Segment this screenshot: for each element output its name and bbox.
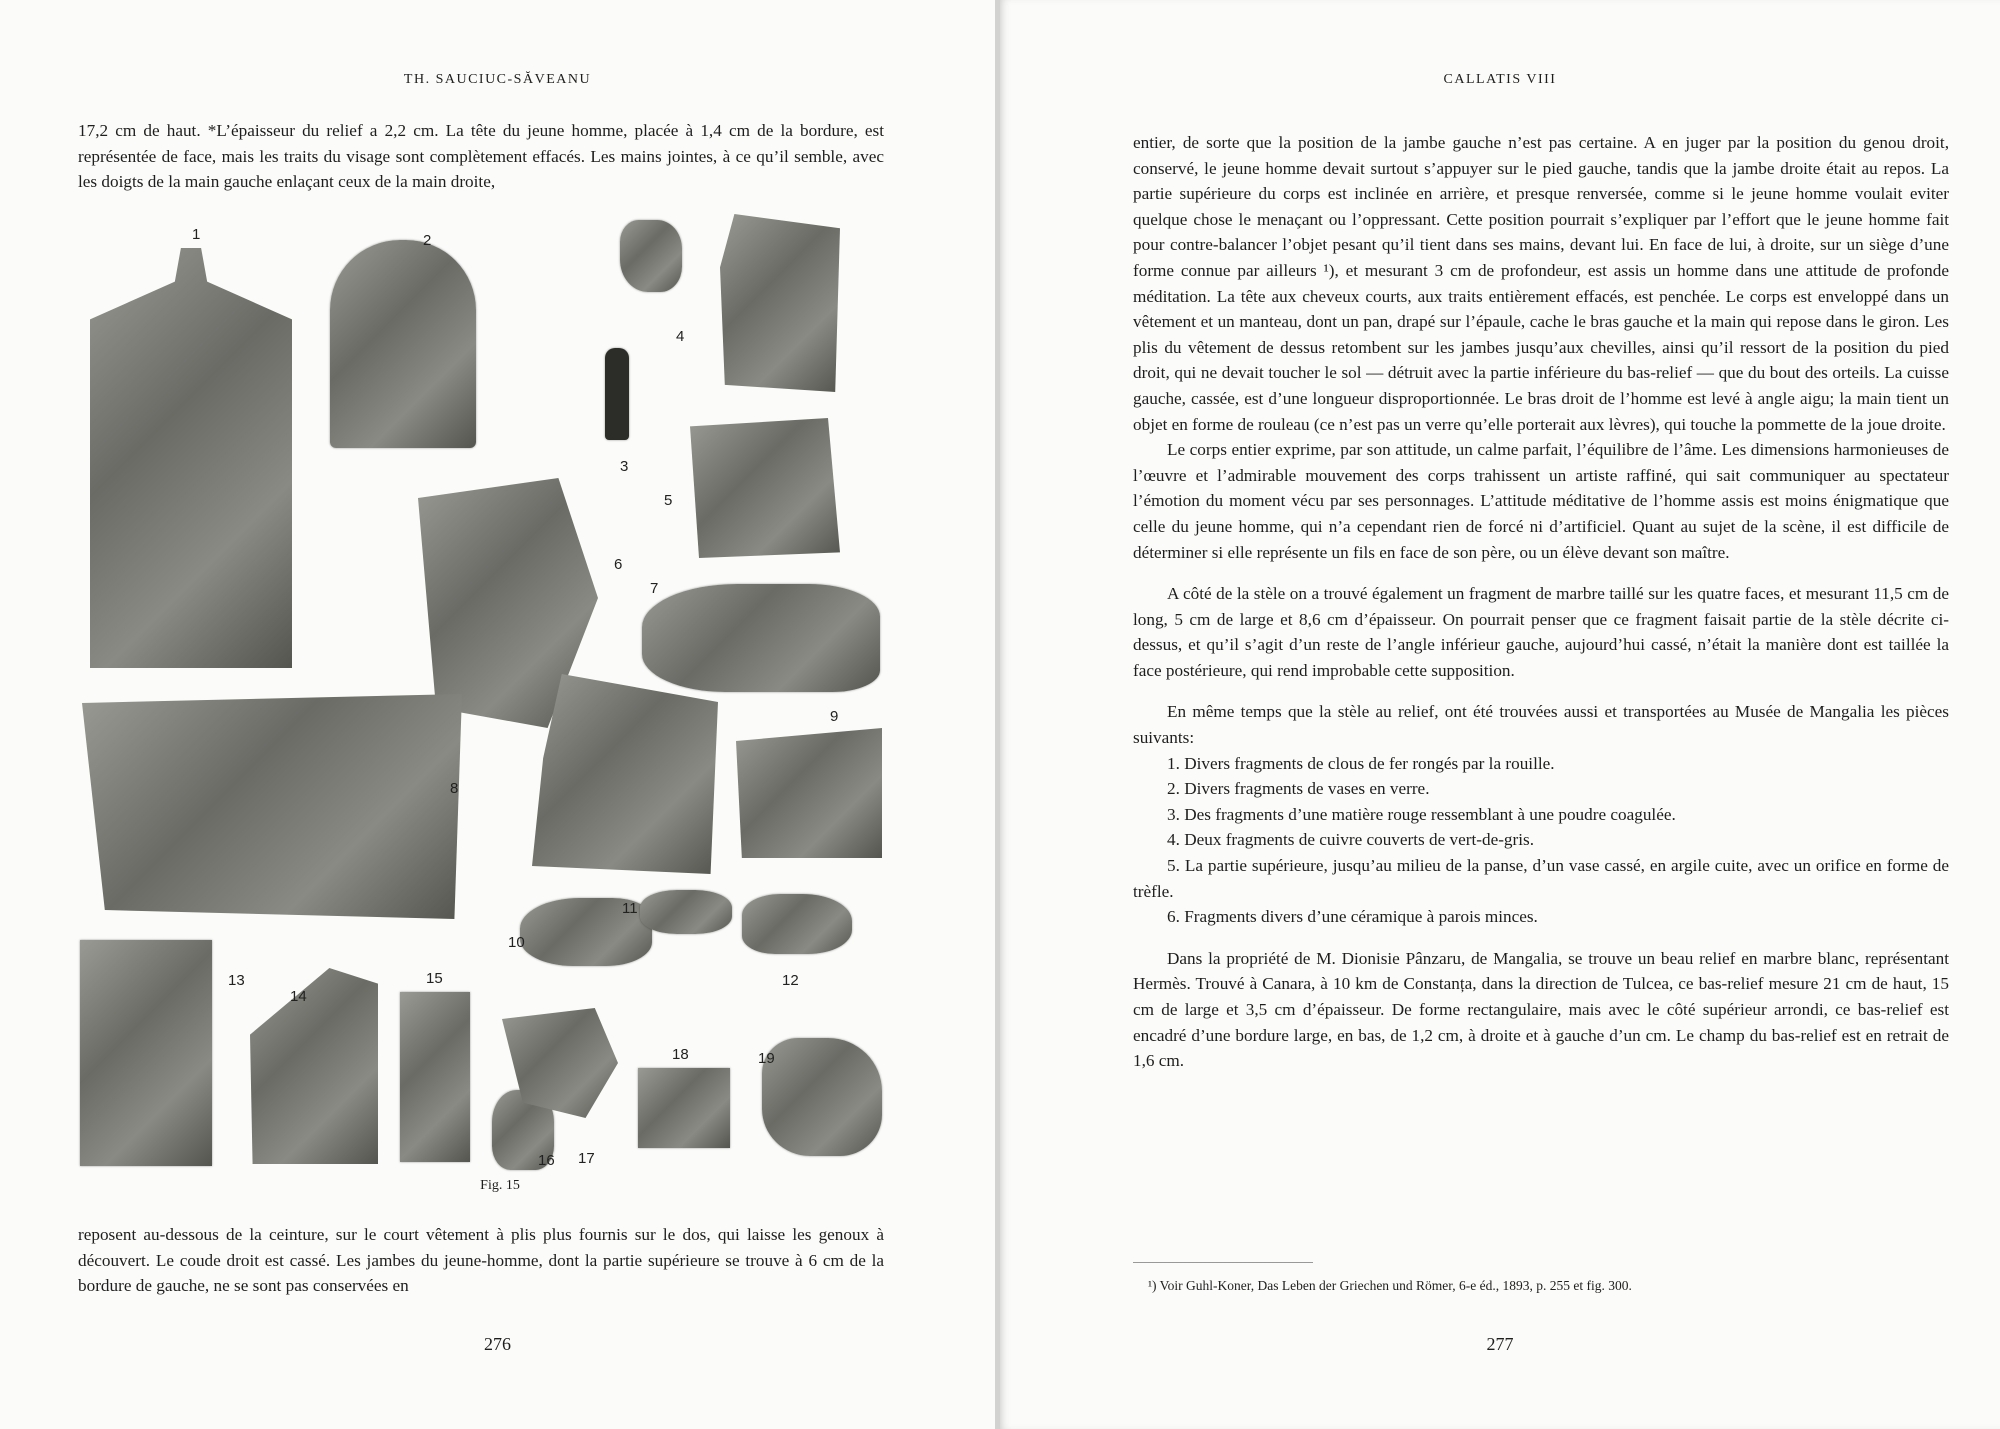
figure-label-9: 9	[830, 708, 839, 725]
list-item: 4. Deux fragments de cuivre couverts de vert-de-gris.	[1167, 830, 1535, 850]
paragraph-last: Dans la propriété de M. Dionisie Pânzaru, de Mangalia, se trouve un beau relief en marbre blanc, représentant Hermès. Trouvé à Canara, à 10 km de Constanța, dans la direction de Tulcea, ce bas-relief mesure 21 cm de haut, 15 cm de large et 3,5 cm d’épaisseur. De forme rectangulaire, mais avec le côté supérieur arrondi, ce bas-relief est encadré d’une bordure large, en bas, de 1,2 cm, à droite et à gauche d’un cm. Le champ du bas-relief est en retrait de 1,6 cm.	[1133, 948, 1949, 1071]
figure-label-3: 3	[620, 458, 629, 475]
fragment-9	[736, 728, 882, 858]
footnote: ¹) Voir Guhl-Koner, Das Leben der Griechen und Römer, 6-e éd., 1893, p. 255 et fig. 300.	[1148, 1278, 1632, 1293]
list-item: 1. Divers fragments de clous de fer rongés par la rouille.	[1167, 753, 1555, 773]
left-page	[0, 0, 995, 1429]
figure-label-1: 1	[192, 226, 201, 243]
figure-label-15: 15	[426, 970, 443, 987]
paragraph-continuation: entier, de sorte que la position de la jambe gauche n’est pas certaine. A en juger par la position du genou droit, conservé, le jeune homme devait surtout s’appuyer sur le pied gauche, tandis que la jambe droite était au repos. La partie supérieure du corps est inclinée en arrière, et presque renversée, comme si le jeune homme voulait eviter quelque chose le menaçant ou l’oppressant. Cette position pourrait s’expliquer par l’effort que le jeune homme fait pour contre-balancer l’objet pesant qu’il tient dans ses mains, devant lui. En face de lui, à droite, sur un siège d’une forme connue par ailleurs ¹), et mesurant 3 cm de profondeur, est assis un homme dans une attitude de profonde méditation. La tête aux cheveux courts, aux traits entièrement effacés, est penchée. Le corps est enveloppé dans un vêtement et un manteau, dont un pan, drapé sur l’épaule, cache le bras gauche et la main qui repose dans le giron. Les plis du vêtement de dessus retombent sur les jambes jusqu’aux chevilles, ainsi qu’il ressort de la position du pied droit, qui ne devait toucher le sol — détruit avec la partie inférieure du bas-relief — que du bout des orteils. La cuisse gauche, cassée, est d’une longueur disproportionnée. Le bras droit de l’homme est levé à angle aigu; la main tient un objet en forme de rouleau (ce n’est pas un verre qu’elle porterait aux lèvres), qui touche la pommette de la joue droite.	[1133, 133, 1949, 434]
body-text-right	[1133, 130, 1949, 1074]
figure-label-17: 17	[578, 1150, 595, 1167]
list-item: 5. La partie supérieure, jusqu’au milieu de la panse, d’un vase cassé, en argile cuite, avec un orifice en forme de trèfle.	[1133, 856, 1949, 901]
page-number-left: 276	[484, 1334, 511, 1354]
figure-label-4: 4	[676, 328, 685, 345]
paragraph-top-left	[78, 118, 884, 195]
figure-label-7: 7	[650, 580, 659, 597]
figure-label-16: 16	[538, 1152, 555, 1169]
footnote-rule	[1133, 1262, 1313, 1263]
paragraph-3: A côté de la stèle on a trouvé également un fragment de marbre taillé sur les quatre faces, et mesurant 11,5 cm de long, 5 cm de large et 8,6 cm d’épaisseur. On pourrait penser que ce fragment faisait partie de la stèle décrite ci-dessus, et qu’il s’agit d’un reste de l’angle inférieur gauche, aujourd’hui cassé, n’était la manière dont est taillée la face postérieure, qui rend improbable cette supposition.	[1133, 584, 1949, 680]
finds-list	[1133, 751, 1949, 930]
figure-label-18: 18	[672, 1046, 689, 1063]
fragment-15	[400, 992, 470, 1162]
paragraph-4: En même temps que la stèle au relief, ont été trouvées aussi et transportées au Musée de Mangalia les pièces suivants:	[1133, 702, 1949, 748]
figure-label-13: 13	[228, 972, 245, 989]
fragment-central	[532, 674, 718, 874]
fragment-18	[638, 1068, 730, 1148]
figure-label-11: 11	[622, 900, 638, 917]
fragment-3-statuette	[605, 348, 629, 440]
paragraph-2: Le corps entier exprime, par son attitude, un calme parfait, l’équilibre de l’âme. Les dimensions harmonieuses de l’œuvre et l’admirable mouvement des corps trahissent un artiste raffiné, qui sait communiquer au spectateur l’émotion du moment vécu par ses personnages. L’attitude méditative de l’homme assis est moins énigmatique que celle du jeune homme, qui n’a cependant rien de forcé ni d’artificiel. Quant au sujet de la scène, il est difficile de déterminer si elle représente un fils en face de son père, ou un élève devant son maître.	[1133, 440, 1949, 562]
figure-label-12: 12	[782, 972, 799, 989]
figure-label-6: 6	[614, 556, 623, 573]
fragment-8-relief	[82, 694, 462, 919]
figure-label-19: 19	[758, 1050, 775, 1067]
running-head-right: CALLATIS VIII	[1443, 72, 1557, 87]
list-item: 6. Fragments divers d’une céramique à parois minces.	[1167, 907, 1538, 927]
figure-label-5: 5	[664, 492, 673, 509]
figure-label-10: 10	[508, 934, 525, 951]
running-head-left: TH. SAUCIUC-SĂVEANU	[403, 72, 592, 87]
figure-caption: Fig. 15	[480, 1178, 520, 1193]
fragment-4	[720, 214, 840, 392]
figure-label-2: 2	[423, 232, 432, 249]
fragment-7	[642, 584, 880, 692]
fragment-13	[80, 940, 212, 1166]
fragment-12	[742, 894, 852, 954]
fragment-1-stele	[90, 248, 292, 668]
fragment-small-top	[620, 220, 682, 292]
figure-15-plate	[78, 208, 884, 1168]
fragment-2-arched-stele	[330, 240, 476, 448]
figure-label-8: 8	[450, 780, 459, 797]
fragment-11	[640, 890, 732, 934]
fragment-5	[690, 418, 840, 558]
paragraph-text: 17,2 cm de haut. *L’épaisseur du relief a 2,2 cm. La tête du jeune homme, placée à 1,4 cm de la bordure, est représentée de face, mais les traits du visage sont complètement effacés. Les mains jointes, à ce qu’il semble, avec les doigts de la main gauche enlaçant ceux de la main droite,	[78, 121, 884, 192]
right-page	[1000, 0, 2000, 1429]
page-number-right: 277	[1486, 1334, 1514, 1354]
figure-label-14: 14	[290, 988, 307, 1005]
fragment-14	[250, 968, 378, 1164]
list-item: 3. Des fragments d’une matière rouge ressemblant à une poudre coagulée.	[1167, 804, 1676, 824]
list-item: 2. Divers fragments de vases en verre.	[1167, 779, 1430, 799]
paragraph-text: reposent au-dessous de la ceinture, sur le court vêtement à plis plus fournis sur le dos, qui laisse les genoux à découvert. Le coude droit est cassé. Les jambes du jeune-homme, dont la partie supérieure se trouve à 6 cm de la bordure de gauche, ne se sont pas conservées en	[78, 1225, 884, 1296]
fragment-19	[762, 1038, 882, 1156]
paragraph-bottom-left	[78, 1222, 884, 1299]
